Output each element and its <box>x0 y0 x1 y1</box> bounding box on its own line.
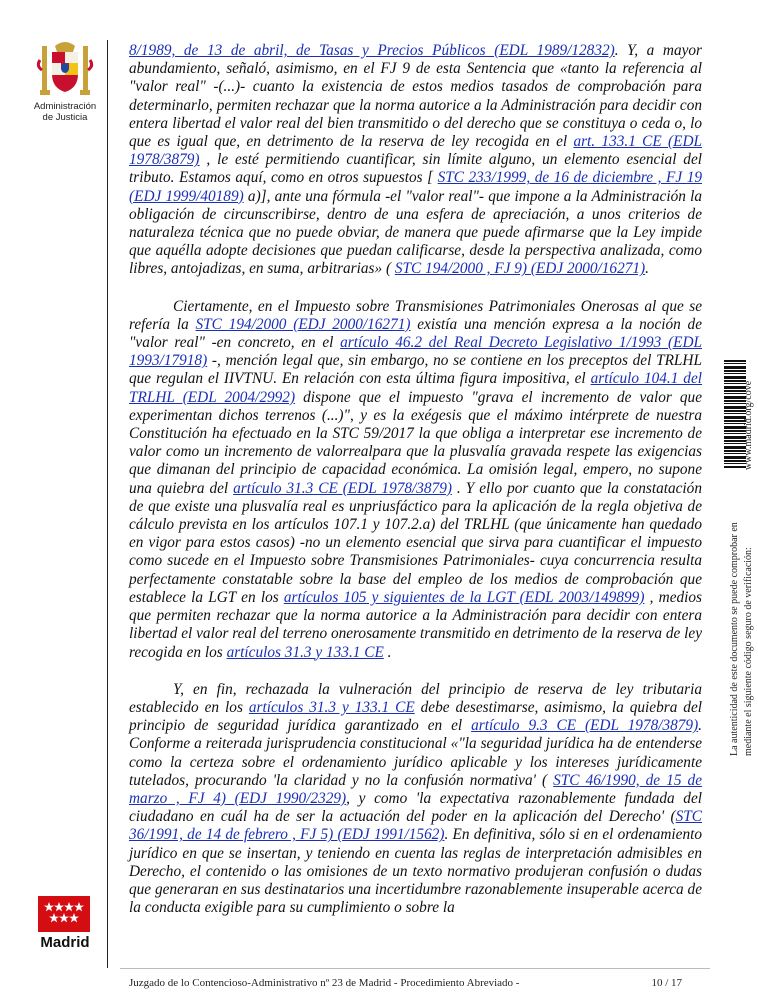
paragraph-2 <box>129 298 702 662</box>
footer-divider <box>120 968 710 969</box>
verification-line2: mediante el siguiente código seguro de verificación: <box>743 547 754 756</box>
paragraph-1 <box>129 42 702 279</box>
citation-link[interactable]: artículo 46.2 del Real Decreto Legislativo 1/1993 (EDL 1993/17918) <box>129 334 702 370</box>
verification-note <box>728 456 758 756</box>
citation-link[interactable]: STC 194/2000 , FJ 9) (EDJ 2000/16271) <box>394 260 646 278</box>
citation-link[interactable]: artículo 31.3 CE (EDL 1978/3879) <box>233 479 452 497</box>
body-text: . <box>645 260 649 278</box>
body-text: dispone que el impuesto "grava el incremento de valor que experimentan dichos terrenos (...)", y es la exégesis que el máximo intérprete de nuestra Constitución ha efectuado en la STC 59/2017 la que obliga a interpretar ese incremento de valor como un incremento de valorrealpara que la plusvalía gravada respete las exigencias que dimanan del principio de capacidad económica. La omisión legal, empero, no supone una quiebra del <box>129 388 702 497</box>
citation-link[interactable]: art. 133.1 CE (EDL 1978/3879) <box>129 133 702 169</box>
crest-caption-line1: Administración <box>33 101 97 112</box>
page-number: 10 / 17 <box>651 977 682 989</box>
citation-link[interactable]: artículos 31.3 y 133.1 CE <box>248 698 415 716</box>
body-text: , medios que permiten rechazar que la norma autorice a la Administración para decidir con entera libertad el valor real del terreno onerosamente transmitido en detrimento de la reserva de ley recogida en los <box>129 588 702 661</box>
madrid-flag-icon <box>38 896 90 932</box>
body-text: Ciertamente, en el Impuesto sobre Transmisiones Patrimoniales Onerosas al que se refería la <box>129 297 702 333</box>
page-footer <box>129 977 702 989</box>
citation-link[interactable]: 8/1989, de 13 de abril, de Tasas y Precios Públicos (EDL 1989/12832) <box>129 42 615 59</box>
body-text: , y como 'la expectativa razonablemente fundada del ciudadano en cuál ha de ser la actuación del poder en la aplicación del Derecho' ( <box>129 789 702 826</box>
citation-link[interactable]: artículo 9.3 CE (EDL 1978/3879) <box>471 717 699 735</box>
body-text: . Y, a mayor abundamiento, señaló, asimismo, en el FJ 9 de esta Sentencia que «tanto la referencia al "valor real" -(...)- cuanto la existencia de estos medios tasados de comprobación para determinarlo, permiten rechazar que la norma autorice a la Administración para decidir con entera libertad el valor real del bien transmitido o del derecho que se constituya o ceda o, lo que es igual que, en detrimento de la reserva de ley recogida en el <box>129 42 703 151</box>
body-text: a)], ante una fórmula -el "valor real"- que impone a la Administración la obligación de circunscribirse, dentro de una esfera de apreciación, a unos criterios de naturaleza técnica que no puede obviar, de manera que puede afirmarse que la Ley impide que aquélla adopte decisiones que puedan calificarse, desde la perspectiva analizada, como libres, antojadizas, en suma, arbitrarias» ( <box>129 187 702 278</box>
body-text: existía una mención expresa a la noción de "valor real" -en concreto, en el <box>129 315 702 352</box>
verification-line1: La autenticidad de este documento se puede comprobar en <box>729 522 740 756</box>
citation-link[interactable]: STC 46/1990, de 15 de marzo , FJ 4) (EDJ 1990/2329) <box>129 771 702 807</box>
body-text: . Conforme a reiterada jurisprudencia constitucional «"la seguridad jurídica ha de entenderse como la certeza sobre el ordenamiento jurídico aplicable y los intereses jurídicamente tutelados, procurando 'la claridad y no la confusión normativa' ( <box>129 717 702 789</box>
body-text: . <box>383 643 392 661</box>
madrid-label: Madrid <box>40 934 90 951</box>
document-body <box>129 42 702 936</box>
body-text: Y, en fin, rechazada la vulneración del principio de reserva de ley tributaria establecido en los <box>129 680 702 716</box>
sidebar-divider <box>107 40 108 968</box>
body-text: -, mención legal que, sin embargo, no se contiene en los preceptos del TRLHL que regulan el IIVTNU. En relación con esta última figura impositiva, el <box>129 352 702 388</box>
body-text: . En definitiva, sólo si en el ordenamiento jurídico en que se insertan, y teniendo en cuenta las reglas de interpretación admisibles en Derecho, el contenido o las omisiones de un texto normativo produjeran confusión o dudas que generaran en sus destinatarios una incertidumbre razonablemente insuperable acerca de la conducta exigible para su cumplimiento o sobre la <box>129 826 702 917</box>
paragraph-3 <box>129 681 702 918</box>
body-text: debe desestimarse, asimismo, la quiebra del principio de seguridad jurídica garantizado en el <box>129 698 702 735</box>
verification-url: www.madrid.org/cove <box>743 380 754 470</box>
crest-caption <box>20 101 110 123</box>
spain-coat-of-arms-icon <box>34 40 96 102</box>
body-text: . Y ello por cuanto que la constatación de que existe una plusvalía real es unpriusfáctico para la aplicación de la regla objetiva de cálculo prevista en los artículos 107.1 y 107.2.a) del TRLHL (que únicamente han quedado en vigor para estos casos) -no un elemento esencial que sirva para cuantificar el impuesto como sucede en el Impuesto sobre Transmisiones Patrimoniales- cuya concurrencia resulta perfectamente constatable sobre la base del empleo de los medios de comprobación que establece la LGT en los <box>129 479 702 606</box>
citation-link[interactable]: artículos 31.3 y 133.1 CE <box>226 643 384 661</box>
body-text: , le esté permitiendo cuantificar, sin límite alguno, un elemento esencial del tributo. Estamos aquí, como en otros supuestos [ <box>129 151 702 187</box>
crest-caption-line2: de Justicia <box>42 112 88 123</box>
citation-link[interactable]: STC 233/1999, de 16 de diciembre , FJ 19 (EDJ 1999/40189) <box>129 169 702 205</box>
citation-link[interactable]: artículo 104.1 del TRLHL (EDL 2004/2992) <box>129 370 702 406</box>
footer-court: Juzgado de lo Contencioso-Administrativo nº 23 de Madrid - Procedimiento Abreviado - <box>129 977 520 989</box>
citation-link[interactable]: artículos 105 y siguientes de la LGT (EDL 2003/149899) <box>283 588 645 606</box>
citation-link[interactable]: STC 194/2000 (EDJ 2000/16271) <box>195 315 411 333</box>
citation-link[interactable]: STC 36/1991, de 14 de febrero , FJ 5) (EDJ 1991/1562) <box>129 808 702 844</box>
